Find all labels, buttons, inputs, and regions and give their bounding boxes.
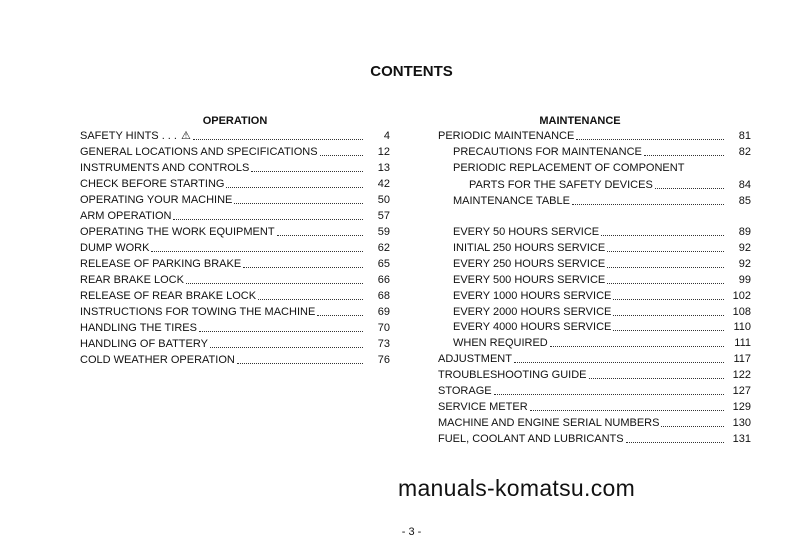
toc-entry[interactable] <box>80 241 390 255</box>
dot-leader <box>655 188 724 189</box>
toc-entry-label: ADJUSTMENT <box>438 353 512 366</box>
toc-entry[interactable] <box>453 336 751 350</box>
toc-entry[interactable] <box>438 352 751 366</box>
dot-leader <box>193 139 363 140</box>
toc-entry-page: 66 <box>377 274 390 286</box>
dot-leader <box>186 283 363 284</box>
dot-leader <box>613 330 724 331</box>
dot-leader <box>607 283 724 284</box>
toc-entry[interactable] <box>80 289 390 303</box>
page-number: - 3 - <box>401 526 422 538</box>
toc-entry[interactable] <box>80 257 390 271</box>
toc-entry-label: PRECAUTIONS FOR MAINTENANCE <box>453 146 642 159</box>
toc-entry-page: 92 <box>738 241 751 254</box>
toc-entry[interactable] <box>438 368 751 382</box>
toc-entry[interactable] <box>438 129 751 143</box>
dot-leader <box>550 346 724 347</box>
toc-entry[interactable] <box>80 225 390 239</box>
toc-entry-label: GENERAL LOCATIONS AND SPECIFICATIONS <box>80 146 318 158</box>
toc-entry[interactable] <box>453 225 751 239</box>
dot-leader <box>661 426 724 427</box>
toc-entry-page: 62 <box>377 242 390 254</box>
toc-entry-page: 92 <box>738 257 751 270</box>
toc-entry-page: 13 <box>377 162 390 174</box>
dot-leader <box>237 363 363 364</box>
toc-entry[interactable] <box>80 161 390 175</box>
toc-entry[interactable] <box>80 145 390 159</box>
toc-entry-page: 85 <box>738 194 751 207</box>
toc-entry-label: HANDLING THE TIRES <box>80 322 197 334</box>
toc-entry[interactable] <box>453 241 751 255</box>
dot-leader <box>601 235 724 236</box>
toc-entry[interactable] <box>453 161 751 175</box>
toc-entry[interactable] <box>80 129 390 143</box>
toc-entry-page: 102 <box>732 289 751 302</box>
operation-heading: OPERATION <box>202 115 268 127</box>
toc-entry-label: ARM OPERATION <box>80 210 172 222</box>
toc-entry[interactable] <box>80 305 390 319</box>
dot-leader <box>243 267 363 268</box>
dot-leader <box>173 219 363 220</box>
dot-leader <box>576 139 724 140</box>
toc-entry-page: 12 <box>377 146 390 158</box>
page-title: CONTENTS <box>370 63 453 80</box>
toc-entry-page: 57 <box>377 210 390 222</box>
dot-leader <box>607 267 724 268</box>
toc-entry[interactable] <box>438 384 751 398</box>
dot-leader <box>234 203 363 204</box>
toc-entry-page: 76 <box>377 354 390 366</box>
toc-entry-page: 131 <box>732 432 751 445</box>
toc-entry[interactable] <box>453 194 751 208</box>
toc-entry-label: REAR BRAKE LOCK <box>80 274 184 286</box>
toc-entry-page: 81 <box>738 130 751 142</box>
toc-entry-page: 42 <box>377 178 390 190</box>
dot-leader <box>514 362 724 363</box>
toc-entry[interactable] <box>453 289 751 303</box>
toc-entry-label: MACHINE AND ENGINE SERIAL NUMBERS <box>438 416 660 429</box>
toc-entry-page: 89 <box>738 226 751 238</box>
toc-entry-label: COLD WEATHER OPERATION <box>80 354 235 366</box>
toc-entry-label: TROUBLESHOOTING GUIDE <box>438 369 587 382</box>
toc-entry[interactable] <box>453 145 751 159</box>
toc-entry-label: OPERATING THE WORK EQUIPMENT <box>80 226 275 238</box>
toc-entry[interactable] <box>80 337 390 351</box>
dot-leader <box>251 171 363 172</box>
dot-leader <box>210 347 363 348</box>
toc-entry-label: CHECK BEFORE STARTING <box>80 178 225 190</box>
dot-leader <box>226 187 363 188</box>
dot-leader <box>151 251 363 252</box>
toc-entry[interactable] <box>80 321 390 335</box>
toc-entry-page: 68 <box>377 290 390 302</box>
toc-entry[interactable] <box>80 273 390 287</box>
dot-leader <box>626 442 724 443</box>
toc-entry-label: MAINTENANCE TABLE <box>453 194 570 207</box>
toc-entry[interactable] <box>453 305 751 319</box>
toc-entry-page: 99 <box>738 273 751 286</box>
toc-entry[interactable] <box>80 193 390 207</box>
toc-entry-label: HANDLING OF BATTERY <box>80 338 208 350</box>
dot-leader <box>317 315 363 316</box>
dot-leader <box>277 235 363 236</box>
toc-entry-label: RELEASE OF REAR BRAKE LOCK <box>80 290 257 302</box>
toc-entry-page: 82 <box>738 146 751 159</box>
maintenance-heading: MAINTENANCE <box>539 115 621 127</box>
toc-entry-page: 111 <box>734 337 751 350</box>
toc-entry-page: 130 <box>732 416 751 429</box>
toc-entry-label: INSTRUMENTS AND CONTROLS <box>80 162 250 174</box>
toc-entry[interactable] <box>453 273 751 287</box>
toc-entry-label: RELEASE OF PARKING BRAKE <box>80 258 242 270</box>
toc-entry-page: 69 <box>377 306 390 318</box>
toc-entry[interactable] <box>453 257 751 271</box>
dot-leader <box>607 251 724 252</box>
toc-entry[interactable] <box>438 400 751 414</box>
toc-entry-page: 65 <box>377 258 390 270</box>
toc-entry-label: SAFETY HINTS . . . <box>80 130 177 142</box>
toc-entry[interactable] <box>469 178 751 192</box>
toc-entry-label: FUEL, COOLANT AND LUBRICANTS <box>438 432 624 445</box>
toc-entry-label: OPERATING YOUR MACHINE <box>80 194 233 206</box>
toc-entry-label: EVERY 4000 HOURS SERVICE <box>453 321 612 334</box>
toc-entry-label: PERIODIC REPLACEMENT OF COMPONENT <box>453 162 685 175</box>
toc-entry-label: EVERY 50 HOURS SERVICE <box>453 226 600 238</box>
dot-leader <box>530 410 724 411</box>
dot-leader <box>199 331 363 332</box>
dot-leader <box>572 204 724 205</box>
watermark: manuals-komatsu.com <box>398 475 636 501</box>
toc-entry-label: PARTS FOR THE SAFETY DEVICES <box>469 178 653 191</box>
toc-entry[interactable] <box>438 432 751 446</box>
toc-entry-page: 110 <box>733 321 751 334</box>
toc-entry[interactable] <box>453 320 751 334</box>
toc-entry-page: 73 <box>377 338 390 350</box>
toc-entry-label: EVERY 250 HOURS SERVICE <box>453 257 606 270</box>
dot-leader <box>258 299 363 300</box>
dot-leader <box>644 155 724 156</box>
toc-entry-page: 129 <box>732 400 751 413</box>
toc-entry-label: EVERY 500 HOURS SERVICE <box>453 273 606 286</box>
toc-entry-label: EVERY 2000 HOURS SERVICE <box>453 305 612 318</box>
toc-entry-label: STORAGE <box>438 385 492 397</box>
toc-entry-page: 117 <box>733 353 751 366</box>
toc-entry-label: DUMP WORK <box>80 242 150 254</box>
toc-entry-label: PERIODIC MAINTENANCE <box>438 130 575 142</box>
toc-entry-page: 127 <box>732 385 751 397</box>
toc-entry-page: 108 <box>732 305 751 318</box>
dot-leader <box>613 299 724 300</box>
toc-entry-page: 70 <box>377 322 390 334</box>
toc-entry[interactable] <box>438 416 751 430</box>
dot-leader <box>320 155 363 156</box>
toc-entry-label: WHEN REQUIRED <box>453 337 548 350</box>
toc-entry[interactable] <box>80 209 390 223</box>
dot-leader <box>494 394 724 395</box>
toc-entry-label: INITIAL 250 HOURS SERVICE <box>453 241 606 254</box>
toc-entry-page: 122 <box>732 369 751 382</box>
dot-leader <box>613 315 724 316</box>
toc-entry-page: 4 <box>383 130 390 142</box>
toc-entry-label: SERVICE METER <box>438 400 528 413</box>
warning-triangle-icon: ⚠ <box>180 130 191 142</box>
toc-entry-label: INSTRUCTIONS FOR TOWING THE MACHINE <box>80 306 316 318</box>
toc-entry[interactable] <box>80 177 390 191</box>
toc-entry[interactable] <box>80 353 390 367</box>
toc-entry-label: EVERY 1000 HOURS SERVICE <box>453 289 612 302</box>
dot-leader <box>589 378 724 379</box>
toc-entry-page: 59 <box>377 226 390 238</box>
toc-entry-page: 50 <box>377 194 390 206</box>
toc-entry-page: 84 <box>738 178 751 191</box>
